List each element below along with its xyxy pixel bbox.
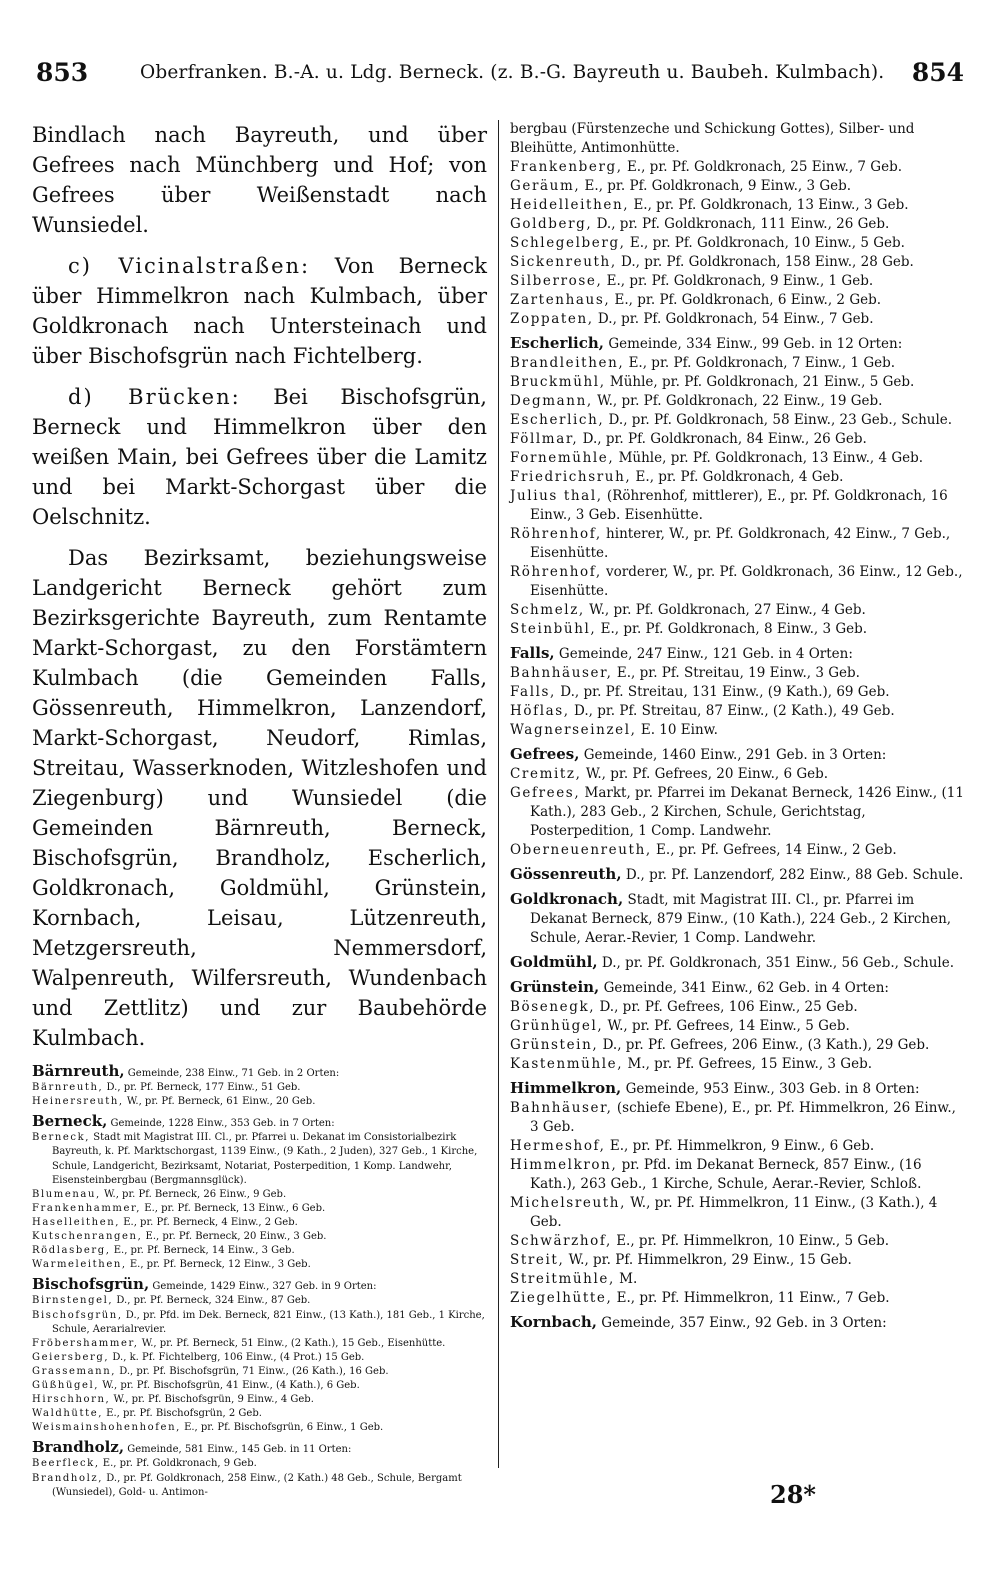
place-name: Zartenhaus,: [510, 292, 611, 308]
place-details: Gemeinde, 341 Einw., 62 Geb. in 4 Orten:: [599, 980, 889, 996]
paragraph-text: Von Berneck über Himmelkron nach Kulmbach, über Goldkronach nach Untersteinach und über Bischofsgrün nach Fichtelberg.: [32, 254, 487, 368]
place-name: Bahnhäuser,: [510, 1100, 613, 1116]
place-name: Geräum,: [510, 178, 581, 194]
place-details: Gemeinde, 247 Einw., 121 Geb. in 4 Orten:: [554, 646, 853, 662]
place-entry: [32, 1244, 487, 1258]
place-name: Sickenreuth,: [510, 254, 617, 270]
place-details: D., pr. Pf. Berneck, 177 Einw., 51 Geb.: [103, 1082, 301, 1094]
place-name: Bösenegk,: [510, 999, 596, 1015]
gazetteer-list-left: [32, 1064, 487, 1500]
place-entry: [510, 1017, 965, 1036]
place-name: Bärnreuth,: [32, 1062, 125, 1080]
place-details: Markt, pr. Pfarrei im Dekanat Berneck, 1426 Einw., (11 Kath.), 283 Geb., 2 Kirchen, Schule, Gerichtstag, Posterpedition, 1 Comp. Landwehr.: [530, 785, 964, 839]
place-details: D., pr. Pf. Lanzendorf, 282 Einw., 88 Geb. Schule.: [621, 867, 964, 883]
place-name: Cremitz,: [510, 766, 582, 782]
municipality-heading: [32, 1114, 487, 1131]
place-details: E., pr. Pf. Goldkronach, 9 Einw., 1 Geb.: [602, 273, 874, 289]
place-details: E., pr. Pf. Berneck, 12 Einw., 3 Geb.: [126, 1259, 311, 1271]
place-entry: [510, 430, 965, 449]
place-details: Gemeinde, 581 Einw., 145 Geb. in 11 Orten:: [124, 1444, 352, 1456]
page-number-left: 853: [36, 58, 89, 87]
place-entry: [510, 373, 965, 392]
paragraph-vicinal-roads: [32, 251, 487, 371]
place-details: E., pr. Pf. Goldkronach, 10 Einw., 5 Geb.: [625, 235, 905, 251]
place-name: Steinbühl,: [510, 621, 597, 637]
place-entry: [32, 1095, 487, 1109]
place-details: E., pr. Pf. Himmelkron, 9 Einw., 6 Geb.: [605, 1138, 875, 1154]
place-details: W., pr. Pf. Berneck, 26 Einw., 9 Geb.: [100, 1188, 287, 1200]
municipality-heading: [32, 1064, 487, 1081]
place-details: Gemeinde, 1460 Einw., 291 Geb. in 3 Orten:: [579, 747, 887, 763]
place-name: Kastenmühle,: [510, 1056, 624, 1072]
place-details: E. 10 Einw.: [636, 722, 718, 738]
place-name: Julius thal,: [510, 488, 603, 504]
place-entry: [510, 721, 965, 740]
place-name: Rödlasberg,: [32, 1245, 111, 1257]
place-name: Berneck,: [32, 1112, 108, 1131]
place-details: Gemeinde, 953 Einw., 303 Geb. in 8 Orten:: [621, 1081, 920, 1097]
place-name: Ziegelhütte,: [510, 1290, 613, 1306]
place-name: Waldhütte,: [32, 1408, 103, 1420]
place-details: bergbau (Fürstenzeche und Schickung Gottes), Silber- und Bleihütte, Antimonhütte.: [510, 121, 915, 156]
place-entry: [510, 998, 965, 1017]
place-name: Falls,: [510, 684, 556, 700]
place-entry: [32, 1202, 487, 1216]
place-details: E., pr. Pf. Goldkronach, 7 Einw., 1 Geb.: [624, 355, 896, 371]
place-details: W., pr. Pf. Gefrees, 14 Einw., 5 Geb.: [603, 1018, 850, 1034]
place-name: Heidelleithen,: [510, 197, 630, 213]
municipality-heading: [32, 1277, 487, 1294]
place-entry: [32, 1407, 487, 1421]
page-header: [30, 58, 970, 94]
place-name: Schmelz,: [510, 602, 585, 618]
municipality-heading: [510, 334, 965, 354]
column-divider: [498, 120, 499, 1468]
place-name: Bahnhäuser,: [510, 665, 613, 681]
place-name: Brandholz,: [32, 1472, 104, 1484]
place-name: Fröbershammer,: [32, 1337, 139, 1349]
place-name: Warmeleithen,: [32, 1259, 127, 1271]
place-details: W., pr. Pf. Goldkronach, 22 Einw., 19 Geb.: [592, 393, 883, 409]
place-name: Röhrenhof,: [510, 564, 602, 580]
place-details: E., pr. Pf. Goldkronach, 9 Einw., 3 Geb.: [580, 178, 852, 194]
place-details: D., pr. Pfd. im Dek. Berneck, 821 Einw., (13 Kath.), 181 Geb., 1 Kirche, Schule, Aerarialrevier.: [52, 1309, 485, 1335]
place-details: W., pr. Pf. Berneck, 61 Einw., 20 Geb.: [123, 1096, 316, 1108]
place-details: E., pr. Pf. Himmelkron, 11 Einw., 7 Geb.: [612, 1290, 890, 1306]
place-details: E., pr. Pf. Streitau, 19 Einw., 3 Geb.: [612, 665, 860, 681]
place-name: Frankenhammer,: [32, 1202, 142, 1214]
place-entry: [510, 1099, 965, 1137]
place-details: E., pr. Pf. Bischofsgrün, 6 Einw., 1 Geb.: [180, 1422, 384, 1434]
place-name: Grassemann,: [32, 1365, 117, 1377]
place-entry: [32, 1393, 487, 1407]
place-name: Goldmühl,: [510, 953, 598, 971]
place-name: Falls,: [510, 644, 555, 662]
place-details: E., pr. Pf. Berneck, 20 Einw., 3 Geb.: [142, 1231, 327, 1243]
place-entry: [510, 468, 965, 487]
place-name: Himmelkron,: [510, 1079, 622, 1097]
place-entry: [510, 1194, 965, 1232]
municipality-heading: [510, 1313, 965, 1333]
place-name: Wagnerseinzel,: [510, 722, 637, 738]
place-details: D., pr. Pf. Goldkronach, 58 Einw., 23 Geb., Schule.: [604, 412, 953, 428]
place-entry: [510, 354, 965, 373]
place-name: Röhrenhof,: [510, 526, 602, 542]
place-entry: [510, 1289, 965, 1308]
place-details: D., pr. Pf. Gefrees, 106 Einw., 25 Geb.: [595, 999, 858, 1015]
place-name: Schlegelberg,: [510, 235, 626, 251]
place-name: Oberneuenreuth,: [510, 842, 652, 858]
place-details: E., pr. Pf. Goldkronach, 6 Einw., 2 Geb.: [610, 292, 882, 308]
right-column: [510, 120, 965, 1333]
paragraph-district-office: [32, 543, 487, 1053]
place-name: Friedrichsruh,: [510, 469, 632, 485]
place-name: Escherlich,: [510, 412, 605, 428]
running-title: Oberfranken. B.-A. u. Ldg. Berneck. (z. B.-G. Bayreuth u. Baubeh. Kulmbach).: [140, 62, 885, 83]
place-details: Gemeinde, 334 Einw., 99 Geb. in 12 Orten:: [604, 336, 903, 352]
place-entry: [510, 310, 965, 329]
place-details: Mühle, pr. Pf. Goldkronach, 21 Einw., 5 Geb.: [605, 374, 915, 390]
place-name: Blumenau,: [32, 1188, 101, 1200]
place-details: E., pr. Pf. Goldkronach, 9 Geb.: [99, 1458, 257, 1470]
municipality-heading: [510, 865, 965, 885]
signature-mark: 28*: [770, 1480, 816, 1509]
place-details: pr. Pfd. im Dekanat Berneck, 857 Einw., (16 Kath.), 263 Geb., 1 Kirche, Schule, Aerar.-Revier, Schloß.: [530, 1157, 922, 1192]
place-entry: [32, 1337, 487, 1351]
place-name: Höflas,: [510, 703, 570, 719]
place-details: D., pr. Pf. Bischofsgrün, 71 Einw., (26 Kath.), 16 Geb.: [116, 1365, 389, 1377]
paragraph-text: Bei Bischofsgrün, Berneck und Himmelkron über den weißen Main, bei Gefrees über die Lamitz und bei Markt-Schorgast über die Oelschnitz.: [32, 385, 487, 529]
place-entry: [510, 563, 965, 601]
place-entry: [32, 1379, 487, 1393]
place-details: D., pr. Pf. Goldkronach, 258 Einw., (2 Kath.) 48 Geb., Schule, Bergamt (Wunsiedel), Gold- u. Antimon-: [52, 1472, 462, 1498]
municipality-heading: [32, 1440, 487, 1457]
place-details: W., pr. Pf. Gefrees, 20 Einw., 6 Geb.: [581, 766, 829, 782]
place-details: M., pr. Pf. Gefrees, 15 Einw., 3 Geb.: [623, 1056, 872, 1072]
place-details: M.: [614, 1271, 638, 1287]
place-entry: [510, 1251, 965, 1270]
place-name: Silberrose,: [510, 273, 603, 289]
place-entry: [510, 158, 965, 177]
place-name: Escherlich,: [510, 334, 605, 352]
paragraph-label: d) Brücken:: [68, 385, 241, 409]
place-entry: [32, 1457, 487, 1471]
place-name: Schwärzhof,: [510, 1233, 612, 1249]
place-details: Stadt mit Magistrat III. Cl., pr. Pfarrei u. Dekanat im Consistorialbezirk Bayreuth, k. Pf. Marktschorgast, 1139 Einw., (9 Kath., 2 Juden), 327 Geb., 1 Kirche, Schule, Landgericht, Bezirksamt, Notariat, Posterpedition, 1 Komp. Landwehr, Eisensteinbergbau (Bergmannsglück).: [52, 1132, 478, 1186]
place-entry: [510, 392, 965, 411]
place-entry: [510, 664, 965, 683]
place-name: Brandleithen,: [510, 355, 625, 371]
place-entry: [510, 620, 965, 639]
place-entry: [510, 1036, 965, 1055]
place-entry: [510, 253, 965, 272]
place-entry: [32, 1188, 487, 1202]
place-name: Gefrees,: [510, 785, 581, 801]
place-details: Gemeinde, 1228 Einw., 353 Geb. in 7 Orten:: [107, 1118, 335, 1130]
place-details: D., pr. Pf. Goldkronach, 111 Einw., 26 Geb.: [592, 216, 890, 232]
place-name: Birnstengel,: [32, 1295, 114, 1307]
place-name: Weismainshohenhofen,: [32, 1422, 181, 1434]
place-name: Bischofsgrün,: [32, 1275, 150, 1294]
left-column: [32, 120, 487, 1500]
place-name: Kutschenrangen,: [32, 1231, 143, 1243]
place-entry: [32, 1258, 487, 1272]
paragraph-roads: [32, 120, 487, 240]
place-details: E., pr. Pf. Goldkronach, 8 Einw., 3 Geb.: [596, 621, 868, 637]
place-entry: [32, 1365, 487, 1379]
place-details: (Röhrenhof, mittlerer), E., pr. Pf. Goldkronach, 16 Einw., 3 Geb. Eisenhütte.: [530, 488, 948, 523]
place-details: D., pr. Pf. Goldkronach, 54 Einw., 7 Geb.: [593, 311, 874, 327]
municipality-heading: [510, 978, 965, 998]
place-details: D., pr. Pf. Streitau, 87 Einw., (2 Kath.), 49 Geb.: [569, 703, 895, 719]
municipality-heading: [510, 953, 965, 973]
place-details: W., pr. Pf. Bischofsgrün, 9 Einw., 4 Geb.: [110, 1394, 314, 1406]
paragraph-text: Bindlach nach Bayreuth, und über Gefrees nach Münchberg und Hof; von Gefrees über Weißenstadt nach Wunsiedel.: [32, 123, 487, 237]
place-entry: [510, 601, 965, 620]
place-name: Beerfleck,: [32, 1458, 100, 1470]
place-name: Heinersreuth,: [32, 1096, 124, 1108]
place-entry: [32, 1230, 487, 1244]
place-entry: [32, 1472, 487, 1500]
place-details: D., pr. Pf. Streitau, 131 Einw., (9 Kath.), 69 Geb.: [555, 684, 890, 700]
place-details: D., pr. Pf. Goldkronach, 351 Einw., 56 Geb., Schule.: [597, 955, 955, 971]
place-entry: [510, 1055, 965, 1074]
place-details: E., pr. Pf. Goldkronach, 13 Einw., 3 Geb.: [629, 197, 909, 213]
place-entry: [510, 272, 965, 291]
place-entry: [510, 683, 965, 702]
place-details: D., pr. Pf. Berneck, 324 Einw., 87 Geb.: [113, 1295, 311, 1307]
paragraph-bridges: [32, 382, 487, 532]
place-name: Hermeshof,: [510, 1138, 606, 1154]
place-entry: [510, 1156, 965, 1194]
place-entry: [510, 1232, 965, 1251]
place-name: Bärnreuth,: [32, 1082, 104, 1094]
place-name: Goldberg,: [510, 216, 593, 232]
place-details: E., pr. Pf. Bischofsgrün, 2 Geb.: [103, 1408, 262, 1420]
place-entry: [510, 411, 965, 430]
place-details: W., pr. Pf. Berneck, 51 Einw., (2 Kath.), 15 Geb., Eisenhütte.: [138, 1337, 446, 1349]
place-entry: [32, 1216, 487, 1230]
place-entry: [510, 525, 965, 563]
place-details: Gemeinde, 1429 Einw., 327 Geb. in 9 Orten:: [149, 1281, 377, 1293]
place-name: Bischofsgrün,: [32, 1309, 123, 1321]
paragraph-text: Das Bezirksamt, beziehungsweise Landgericht Berneck gehört zum Bezirksgerichte Bayreuth, zum Rentamte Markt-Schorgast, zu den Forstämtern Kulmbach (die Gemeinden Falls, Gössenreuth, Himmelkron, Lanzendorf, Markt-Schorgast, Neudorf, Rimlas, Streitau, Wasserknoden, Witzleshofen und Ziegenburg) und Wunsiedel (die Gemeinden Bärnreuth, Berneck, Bischofsgrün, Brandholz, Escherlich, Goldkronach, Goldmühl, Grünstein, Kornbach, Leisau, Lützenreuth, Metzgersreuth, Nemmersdorf, Walpenreuth, Wilfersreuth, Wundenbach und Zettlitz) und zur Baubehörde Kulmbach.: [32, 546, 487, 1050]
place-name: Michelsreuth,: [510, 1195, 626, 1211]
place-details: D., k. Pf. Fichtelberg, 106 Einw., (4 Prot.) 15 Geb.: [109, 1351, 365, 1363]
place-name: Frankenberg,: [510, 159, 623, 175]
place-name: Föllmar,: [510, 431, 579, 447]
place-name: Berneck,: [32, 1132, 91, 1144]
place-details: W., pr. Pf. Goldkronach, 27 Einw., 4 Geb.: [584, 602, 866, 618]
place-entry: [510, 702, 965, 721]
place-entry: [32, 1294, 487, 1308]
place-name: Grünstein,: [510, 1037, 599, 1053]
place-entry: [510, 234, 965, 253]
place-name: Haselleithen,: [32, 1216, 121, 1228]
place-name: Goldkronach,: [510, 890, 624, 908]
place-name: Grünstein,: [510, 978, 600, 996]
place-details: D., pr. Pf. Goldkronach, 158 Einw., 28 Geb.: [616, 254, 914, 270]
place-name: Degmann,: [510, 393, 593, 409]
place-details: E., pr. Pf. Berneck, 14 Einw., 3 Geb.: [110, 1245, 295, 1257]
municipality-heading: [510, 1079, 965, 1099]
place-entry: [510, 449, 965, 468]
place-name: Güßhügel,: [32, 1379, 100, 1391]
place-name: Streitmühle,: [510, 1271, 615, 1287]
place-entry: [510, 765, 965, 784]
place-entry: [510, 784, 965, 841]
place-details: E., pr. Pf. Berneck, 4 Einw., 2 Geb.: [120, 1216, 298, 1228]
place-details: E., pr. Pf. Goldkronach, 25 Einw., 7 Geb.: [622, 159, 903, 175]
place-entry: [510, 291, 965, 310]
place-name: Gefrees,: [510, 745, 580, 763]
place-entry: [32, 1309, 487, 1337]
place-entry: [510, 177, 965, 196]
place-details: E., pr. Pf. Goldkronach, 4 Geb.: [631, 469, 844, 485]
place-details: D., pr. Pf. Goldkronach, 84 Einw., 26 Geb.: [578, 431, 867, 447]
place-details: D., pr. Pf. Gefrees, 206 Einw., (3 Kath.), 29 Geb.: [598, 1037, 930, 1053]
place-details: Gemeinde, 238 Einw., 71 Geb. in 2 Orten:: [124, 1068, 340, 1079]
place-entry: [32, 1081, 487, 1095]
place-name: Streit,: [510, 1252, 565, 1268]
place-details: Mühle, pr. Pf. Goldkronach, 13 Einw., 4 Geb.: [614, 450, 924, 466]
place-details: hinterer, W., pr. Pf. Goldkronach, 42 Einw., 7 Geb., Eisenhütte.: [530, 526, 951, 561]
paragraph-label: c) Vicinalstraßen:: [68, 254, 311, 278]
municipality-heading: [510, 890, 965, 948]
place-name: Hirschhorn,: [32, 1394, 111, 1406]
place-name: Grünhügel,: [510, 1018, 604, 1034]
place-details: Stadt, mit Magistrat III. Cl., pr. Pfarrei im Dekanat Berneck, 879 Einw., (10 Kath.), 224 Geb., 2 Kirchen, Schule, Aerar.-Revier, 1 Comp. Landwehr.: [530, 892, 952, 946]
place-name: Geiersberg,: [32, 1351, 110, 1363]
place-details: W., pr. Pf. Himmelkron, 11 Einw., (3 Kath.), 4 Geb.: [530, 1195, 938, 1230]
place-details: W., pr. Pf. Bischofsgrün, 41 Einw., (4 Kath.), 6 Geb.: [99, 1379, 360, 1391]
place-details: Gemeinde, 357 Einw., 92 Geb. in 3 Orten:: [597, 1315, 887, 1331]
place-details: vorderer, W., pr. Pf. Goldkronach, 36 Einw., 12 Geb., Eisenhütte.: [530, 564, 963, 599]
place-details: W., pr. Pf. Himmelkron, 29 Einw., 15 Geb.: [564, 1252, 852, 1268]
place-details: (schiefe Ebene), E., pr. Pf. Himmelkron, 26 Einw., 3 Geb.: [530, 1100, 956, 1135]
place-details: E., pr. Pf. Berneck, 13 Einw., 6 Geb.: [141, 1202, 326, 1214]
place-entry: [510, 196, 965, 215]
place-entry: [510, 1270, 965, 1289]
place-name: Fornemühle,: [510, 450, 615, 466]
place-name: Gössenreuth,: [510, 865, 622, 883]
place-details: E., pr. Pf. Himmelkron, 10 Einw., 5 Geb.: [611, 1233, 890, 1249]
place-name: Bruckmühl,: [510, 374, 606, 390]
municipality-heading: [510, 644, 965, 664]
place-entry: [510, 215, 965, 234]
place-entry: [510, 1137, 965, 1156]
place-name: Brandholz,: [32, 1438, 125, 1457]
gazetteer-list-right: [510, 120, 965, 1333]
place-entry: [510, 487, 965, 525]
place-entry: [510, 120, 965, 158]
municipality-heading: [510, 745, 965, 765]
place-name: Kornbach,: [510, 1313, 597, 1331]
page-number-right: 854: [911, 58, 964, 87]
place-entry: [32, 1131, 487, 1187]
place-name: Zoppaten,: [510, 311, 594, 327]
place-details: E., pr. Pf. Gefrees, 14 Einw., 2 Geb.: [651, 842, 897, 858]
place-name: Himmelkron,: [510, 1157, 618, 1173]
place-entry: [32, 1421, 487, 1435]
place-entry: [510, 841, 965, 860]
place-entry: [32, 1351, 487, 1365]
